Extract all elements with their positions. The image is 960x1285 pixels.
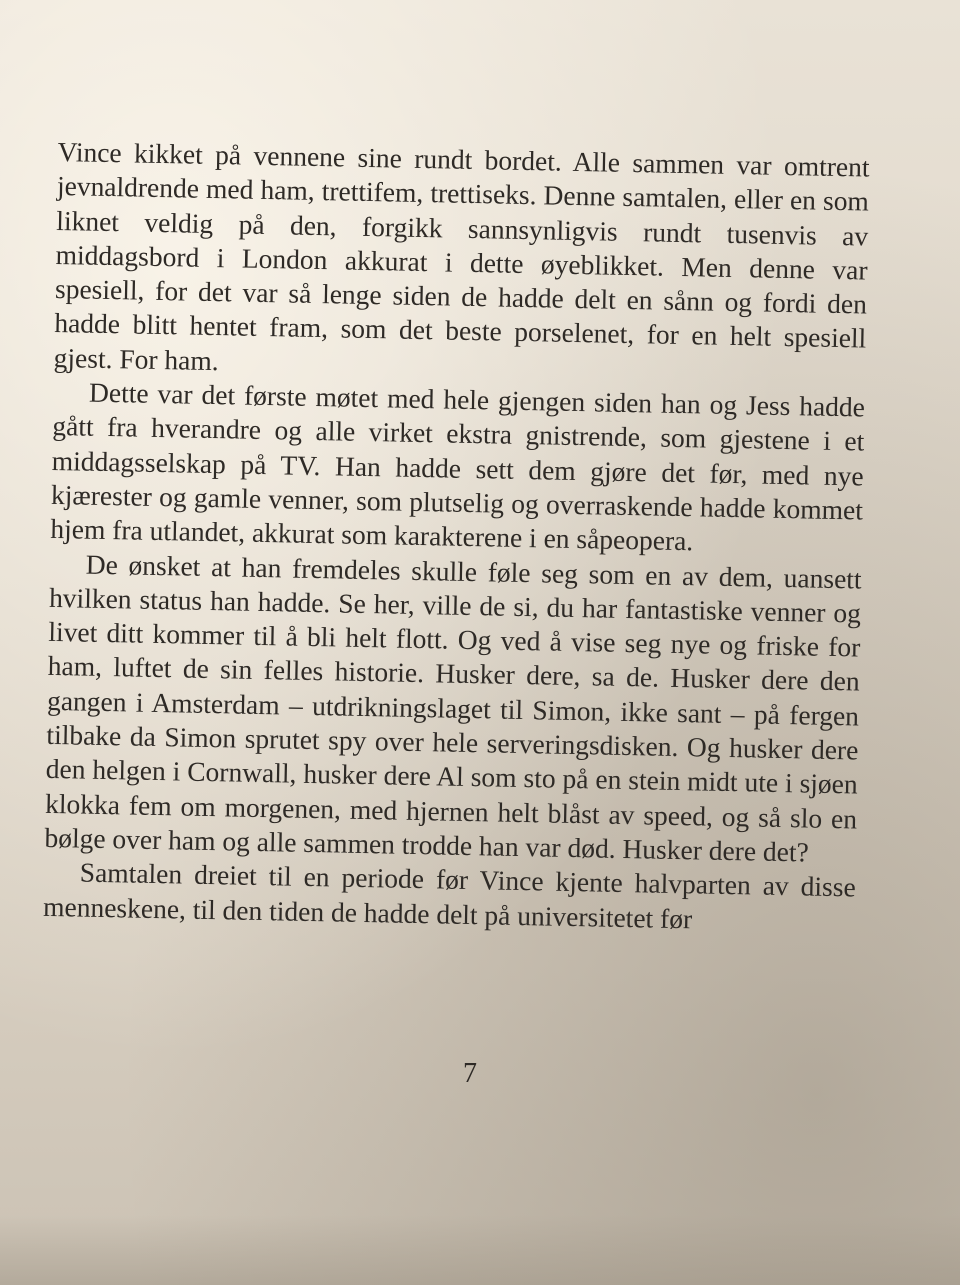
page-bottom-shadow (0, 1215, 960, 1285)
page-number: 7 (463, 1058, 477, 1089)
body-text (43, 135, 870, 939)
paragraph-4: Samtalen dreiet til en periode før Vince kjente halvparten av disse menneskene, til den tiden de hadde delt på universitetet før (42, 856, 857, 934)
paragraph-3: De ønsket at han fremdeles skulle føle seg som en av dem, uansett hvilken status han hadde. Se her, ville de si, du har fantastiske venner og livet ditt kommer til å bli helt flott. Og ved å vise seg nye og friske for ham, luftet de sin felles historie. Husker dere, sa de. Husker dere den gangen i Amsterdam – utdrikningslaget til Simon, ikke sant – på fergen tilbake da Simon sprutet spy over hele serveringsdisken. Og husker dere den helgen i Cornwall, husker dere Al som sto på en stein midt ute i sjøen klokka fem om morgenen, med hjernen helt blåst av speed, og så slo en bølge over ham og alle sammen trodde han var død. Husker dere det? (44, 548, 862, 868)
paragraph-2: Dette var det første møtet med hele gjengen siden han og Jess hadde gått fra hverandre og alle virket ekstra gnistrende, som gjestene i et middagsselskap på TV. Han hadde sett dem gjøre det før, med nye kjærester og gamle venner, som plutselig og overraskende hadde kommet hjem fra utlandet, akkurat som karakterene i en såpeopera. (50, 376, 866, 557)
paragraph-1: Vince kikket på vennene sine rundt bordet. Alle sammen var omtrent jevnaldrende med ham, trettifem, trettiseks. Denne samtalen, eller en som liknet veldig på den, forgikk sannsynligvis rundt tusenvis av middagsbord i London akkurat i dette øyeblikket. Men denne var spesiell, for det var så lenge siden de hadde delt en sånn og fordi den hadde blitt hentet fram, som det beste porselenet, for en helt spesiell gjest. For ham. (53, 135, 870, 376)
